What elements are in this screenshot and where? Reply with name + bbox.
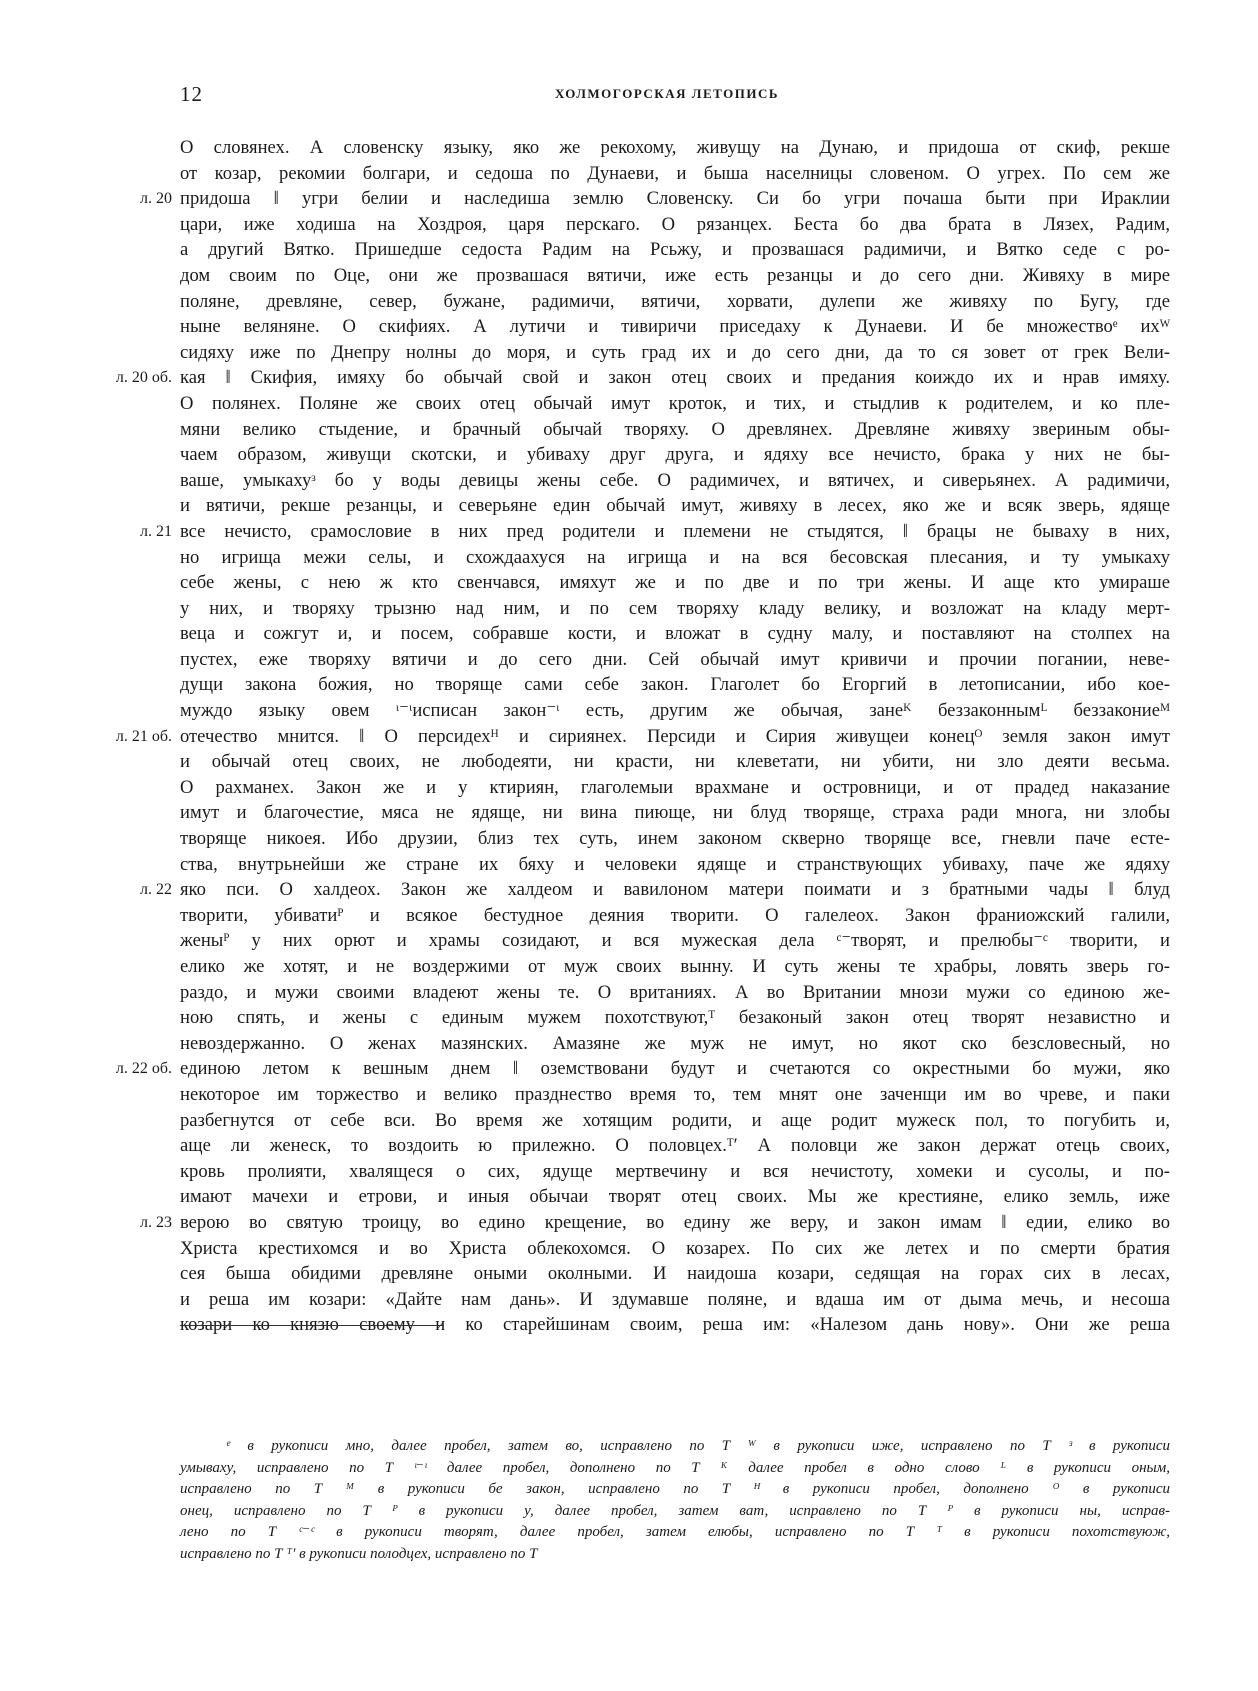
footnotes (180, 1436, 1170, 1566)
text-line (180, 596, 1170, 622)
text-line-content: елико же хотят, и не воздержими от муж своих вынну. И суть жены те храбры, ловять зверь го- (180, 956, 1170, 977)
text-line (115, 365, 1170, 391)
text-line-content: мяни велико стыдение, и брачный обычай творяху. О древлянех. Древляне живяху звериным обы- (180, 418, 1170, 440)
text-line (180, 852, 1170, 878)
text-line (180, 314, 1170, 340)
text-line-content: дущи закона божия, но творяще сами себе закон. Глаголет бо Егоргий в летописании, ибо кое- (180, 674, 1170, 696)
text-line-content: невоздержанно. О женах мазянских. Амазяне же муж не имут, но якот ско безсловесный, но (180, 1032, 1170, 1054)
text-line-content: себе жены, с нею ж кто свенчався, имяхут же и по две и по три жены. И аще кто умираше (180, 572, 1170, 594)
text-line (180, 1082, 1170, 1108)
text-line-content: сидяху иже по Днепру нолны до моря, и суть град их и до сего дни, да то ся зовет от грек Вели- (180, 341, 1170, 363)
footnote-separator (180, 1325, 444, 1326)
page-number: 12 (180, 82, 203, 106)
text-line-content: творяще никоея. Ибо друзии, близ тех суть, инем законом скверно творяще все, гневли паче есте- (180, 828, 1170, 850)
text-line (180, 647, 1170, 673)
text-line-content: ною спять, и жены с единым мужем похотствуют,ᵀ безаконый закон отец творят независтно и (180, 1007, 1170, 1029)
text-line (180, 545, 1170, 571)
text-line (180, 749, 1170, 775)
text-line-content: цари, иже ходиша на Хоздроя, царя перскаго. О рязанцех. Беста бо два брата в Лязех, Радим, (180, 213, 1170, 235)
text-line-content: и реша им козари: «Дайте нам дань». И здумавше поляне, и вдаша им от дыма мечь, и несоша (180, 1288, 1170, 1310)
text-line-content: придоша ‖ угри белии и наследиша землю Словенску. Си бо угри почаша быти при Ираклии (180, 188, 1170, 210)
text-line-content: некоторое им торжество и велико празднество время то, тем мнят оне заченщи им во чреве, и паки (180, 1083, 1170, 1105)
text-line-content: кая ‖ Скифия, имяху бо обычай свой и закон отец своих и предания коиждо их и нрав имяху. (180, 367, 1170, 389)
text-line-content: Христа крестихомся и во Христа облекохомся. О козарех. По сих же летех и по смерти братия (180, 1237, 1170, 1259)
text-line-content: аще ли женеск, то воздоить ю прилежно. О половцех.ᵀ′ А половци же закон держат отець своих, (180, 1135, 1170, 1157)
text-line-content: у них, и творяху трызню над ним, и по сем творяху кладу велику, и возложат на кладу мерт- (180, 597, 1170, 619)
text-line-content: козари ко князю своему и ко старейшинам своим, реша им: «Налезом дань нову». Они же реша (180, 1314, 1170, 1336)
text-line-content: все нечисто, срамословие в них пред родители и племени не стыдятся, ‖ брацы не бываху в них, (180, 520, 1170, 542)
folio-marker: л. 20 (140, 190, 172, 208)
text-line-content: пустех, еже творяху вятичи и до сего дни. Сей обычай имут кривичи и прочии погании, неве- (180, 648, 1170, 670)
text-line (140, 519, 1170, 545)
text-line-content: О полянех. Поляне же своих отец обычай имут кроток, и тих, и стыдлив к родителем, и ко пле- (180, 392, 1170, 414)
text-line-content: сея быша обидими древляне оными околными. И наидоша козари, седящая на горах сих в лесах, (180, 1263, 1170, 1285)
text-line (140, 877, 1170, 903)
text-line (180, 775, 1170, 801)
text-line (180, 263, 1170, 289)
text-line (180, 954, 1170, 980)
text-line (180, 980, 1170, 1006)
text-line-content: ныне веляняне. О скифиях. А лутичи и тивиричи приседаху к Дунаеви. И бе множествоᵉ ихᵂ (180, 316, 1170, 338)
text-line-content: а другий Вятко. Пришедше седоста Радим на Рсьжу, и прозвашася радимичи, и Вятко седе с ро- (180, 239, 1170, 261)
text-line (180, 903, 1170, 929)
text-line (180, 1261, 1170, 1287)
text-line (180, 212, 1170, 238)
text-line (115, 724, 1170, 750)
text-line (180, 237, 1170, 263)
text-line (180, 672, 1170, 698)
text-line (180, 800, 1170, 826)
text-line (180, 928, 1170, 954)
text-line-content: чаем образом, живущи скотски, и убиваху друг друга, и ядяху все нечисто, брака у них не бы- (180, 444, 1170, 466)
text-line-content: от козар, рекомии болгари, и седоша по Дунаеви, и быша населницы словеном. О угрех. По сем же (180, 162, 1170, 184)
text-line-content: кровь пролияти, хвалящеся о сих, ядуще мертвечину и вся нечистоту, хомеки и сусолы, и по- (180, 1160, 1170, 1182)
text-line-content: верою во святую троицу, во едино крещение, во едину же веру, и закон имам ‖ едии, елико во (180, 1211, 1170, 1233)
text-line-content: дом своим по Оце, они же прозвашася вятичи, иже есть резанцы и до сего дни. Живяху в мире (180, 264, 1170, 286)
text-line-content: ства, внутрьнейши же стране их бяху и человеки ядяще и странствующих убиваху, паче же ядяху (180, 853, 1170, 875)
text-line (180, 1184, 1170, 1210)
footnote-line: исправлено по Т ᴹ в рукописи бе закон, исправлено по Т ᴴ в рукописи пробел, дополнено ᴼ в рукописи (180, 1481, 1170, 1498)
text-line-content: отечество мнится. ‖ О персидехᴴ и сириянех. Персиди и Сирия живущеи конецᴼ земля закон имут (180, 725, 1170, 747)
folio-marker: л. 22 (140, 881, 172, 899)
text-line-content: но игрища межи селы, и схождаахуся на игрища и на вся бесовская плесания, и ту умыкаху (180, 546, 1170, 568)
text-line-content: О рахманех. Закон же и у ктириян, глаголемыи врахмане и островници, и от прадед наказание (180, 776, 1170, 798)
text-line-content: имают мачехи и етрови, и иныя обычаи творят отец своих. Мы же крестияне, елико земль, иже (180, 1186, 1170, 1208)
folio-marker: л. 23 (140, 1213, 172, 1231)
text-line (140, 186, 1170, 212)
folio-marker: л. 20 об. (115, 369, 172, 387)
text-line (180, 135, 1170, 161)
text-line (180, 1031, 1170, 1057)
text-line-content: имут и благочестие, мяса не ядяще, ни вина пиюще, ни блуд творяще, страха ради многа, ни злобы (180, 802, 1170, 824)
text-line-content: раздо, и мужи своими владеют жены те. О вританиях. А во Вритании мнози мужи со единою же- (180, 981, 1170, 1003)
text-line (180, 570, 1170, 596)
text-line (140, 1210, 1170, 1236)
text-line (180, 1159, 1170, 1185)
text-line-content: ваше, умыкахуᶟ бо у воды девицы жены себе. О радимичех, и вятичех, и сиверьянех. А радимичи, (180, 469, 1170, 491)
text-line (180, 161, 1170, 187)
text-line (180, 468, 1170, 494)
text-line-content: женыᴾ у них орют и храмы созидают, и вся мужеская дела ᶜ⁻творят, и прелюбы⁻ᶜ творити, и (180, 930, 1170, 952)
text-line-content: и вятичи, рекше резанцы, и северьяне един обычай имут, живяху в лесех, яко же и всяк зверь, ядяще (180, 495, 1170, 517)
footnote-line: умываху, исправлено по Т ᶥ⁻ᶥ далее пробел, дополнено по Т ᴷ далее пробел в одно слово ᴸ в рукописи оным, (180, 1459, 1170, 1476)
text-line (180, 442, 1170, 468)
text-line (180, 1133, 1170, 1159)
text-line-content: творити, убиватиᴾ и всякое бестудное деяния творити. О галелеох. Закон франиожский галили, (180, 904, 1170, 926)
text-line-content: О словянех. А словенску языку, яко же рекохому, живущу на Дунаю, и придоша от скиф, рекше (180, 137, 1170, 158)
text-line (180, 289, 1170, 315)
footnote-line: лено по Т ᶜ⁻ᶜ в рукописи творят, далее пробел, затем елюбы, исправлено по Т ᵀ в рукописи похотствуюж, (180, 1524, 1170, 1541)
text-line-content: веца и сожгут и, и посем, собравше кости, и вложат в судну малу, и поставляют на столпех на (180, 623, 1170, 645)
text-line (180, 391, 1170, 417)
text-line (180, 1236, 1170, 1262)
text-line (180, 826, 1170, 852)
text-line (180, 417, 1170, 443)
folio-marker: л. 21 (140, 522, 172, 540)
chronicle-text (115, 135, 1170, 1338)
text-line (180, 621, 1170, 647)
footnote-line: исправлено по Т ᵀ′ в рукописи полодцех, исправлено по Т (180, 1545, 538, 1562)
footnote-line: ᵉ в рукописи мно, далее пробел, затем во, исправлено по Т ᵂ в рукописи иже, исправлено по Т ᶟ в рукописи (226, 1438, 1170, 1454)
text-line (180, 493, 1170, 519)
text-line (180, 1287, 1170, 1313)
text-line (180, 340, 1170, 366)
running-title: ХОЛМОГОРСКАЯ ЛЕТОПИСЬ (555, 86, 779, 101)
text-line (180, 1005, 1170, 1031)
text-line-content: муждо языку овем ᶥ⁻ᶥисписан закон⁻ᶥ есть, другим же обычая, занеᴷ беззаконнымᴸ беззакониеᴹ (180, 700, 1170, 722)
footnote-line: онец, исправлено по Т ᴾ в рукописи у, далее пробел, затем ват, исправлено по Т ᴾ в рукописи ны, исправ- (180, 1502, 1170, 1519)
text-line-content: поляне, древляне, север, бужане, радимичи, вятичи, хорвати, дулепи же живяху по Бугу, где (180, 290, 1170, 312)
folio-marker: л. 21 об. (115, 727, 172, 745)
text-line-content: единою летом к вешным днем ‖ оземствовани будут и счетаются со окрестными бо мужи, яко (180, 1058, 1170, 1080)
text-line-content: разбегнутся от себе вси. Во время же хотящим родити, и аще родит мужеск пол, то погубить и, (180, 1109, 1170, 1131)
text-line-content: и обычай отец своих, не любодеяти, ни красти, ни клеветати, ни убити, ни зло деяти весьма. (180, 751, 1170, 773)
text-line (180, 1108, 1170, 1134)
folio-marker: л. 22 об. (115, 1060, 172, 1078)
text-line (115, 1056, 1170, 1082)
text-line (180, 698, 1170, 724)
text-line-content: яко пси. О халдеох. Закон же халдеом и вавилоном матери поимати и з братными чады ‖ блуд (180, 879, 1170, 901)
